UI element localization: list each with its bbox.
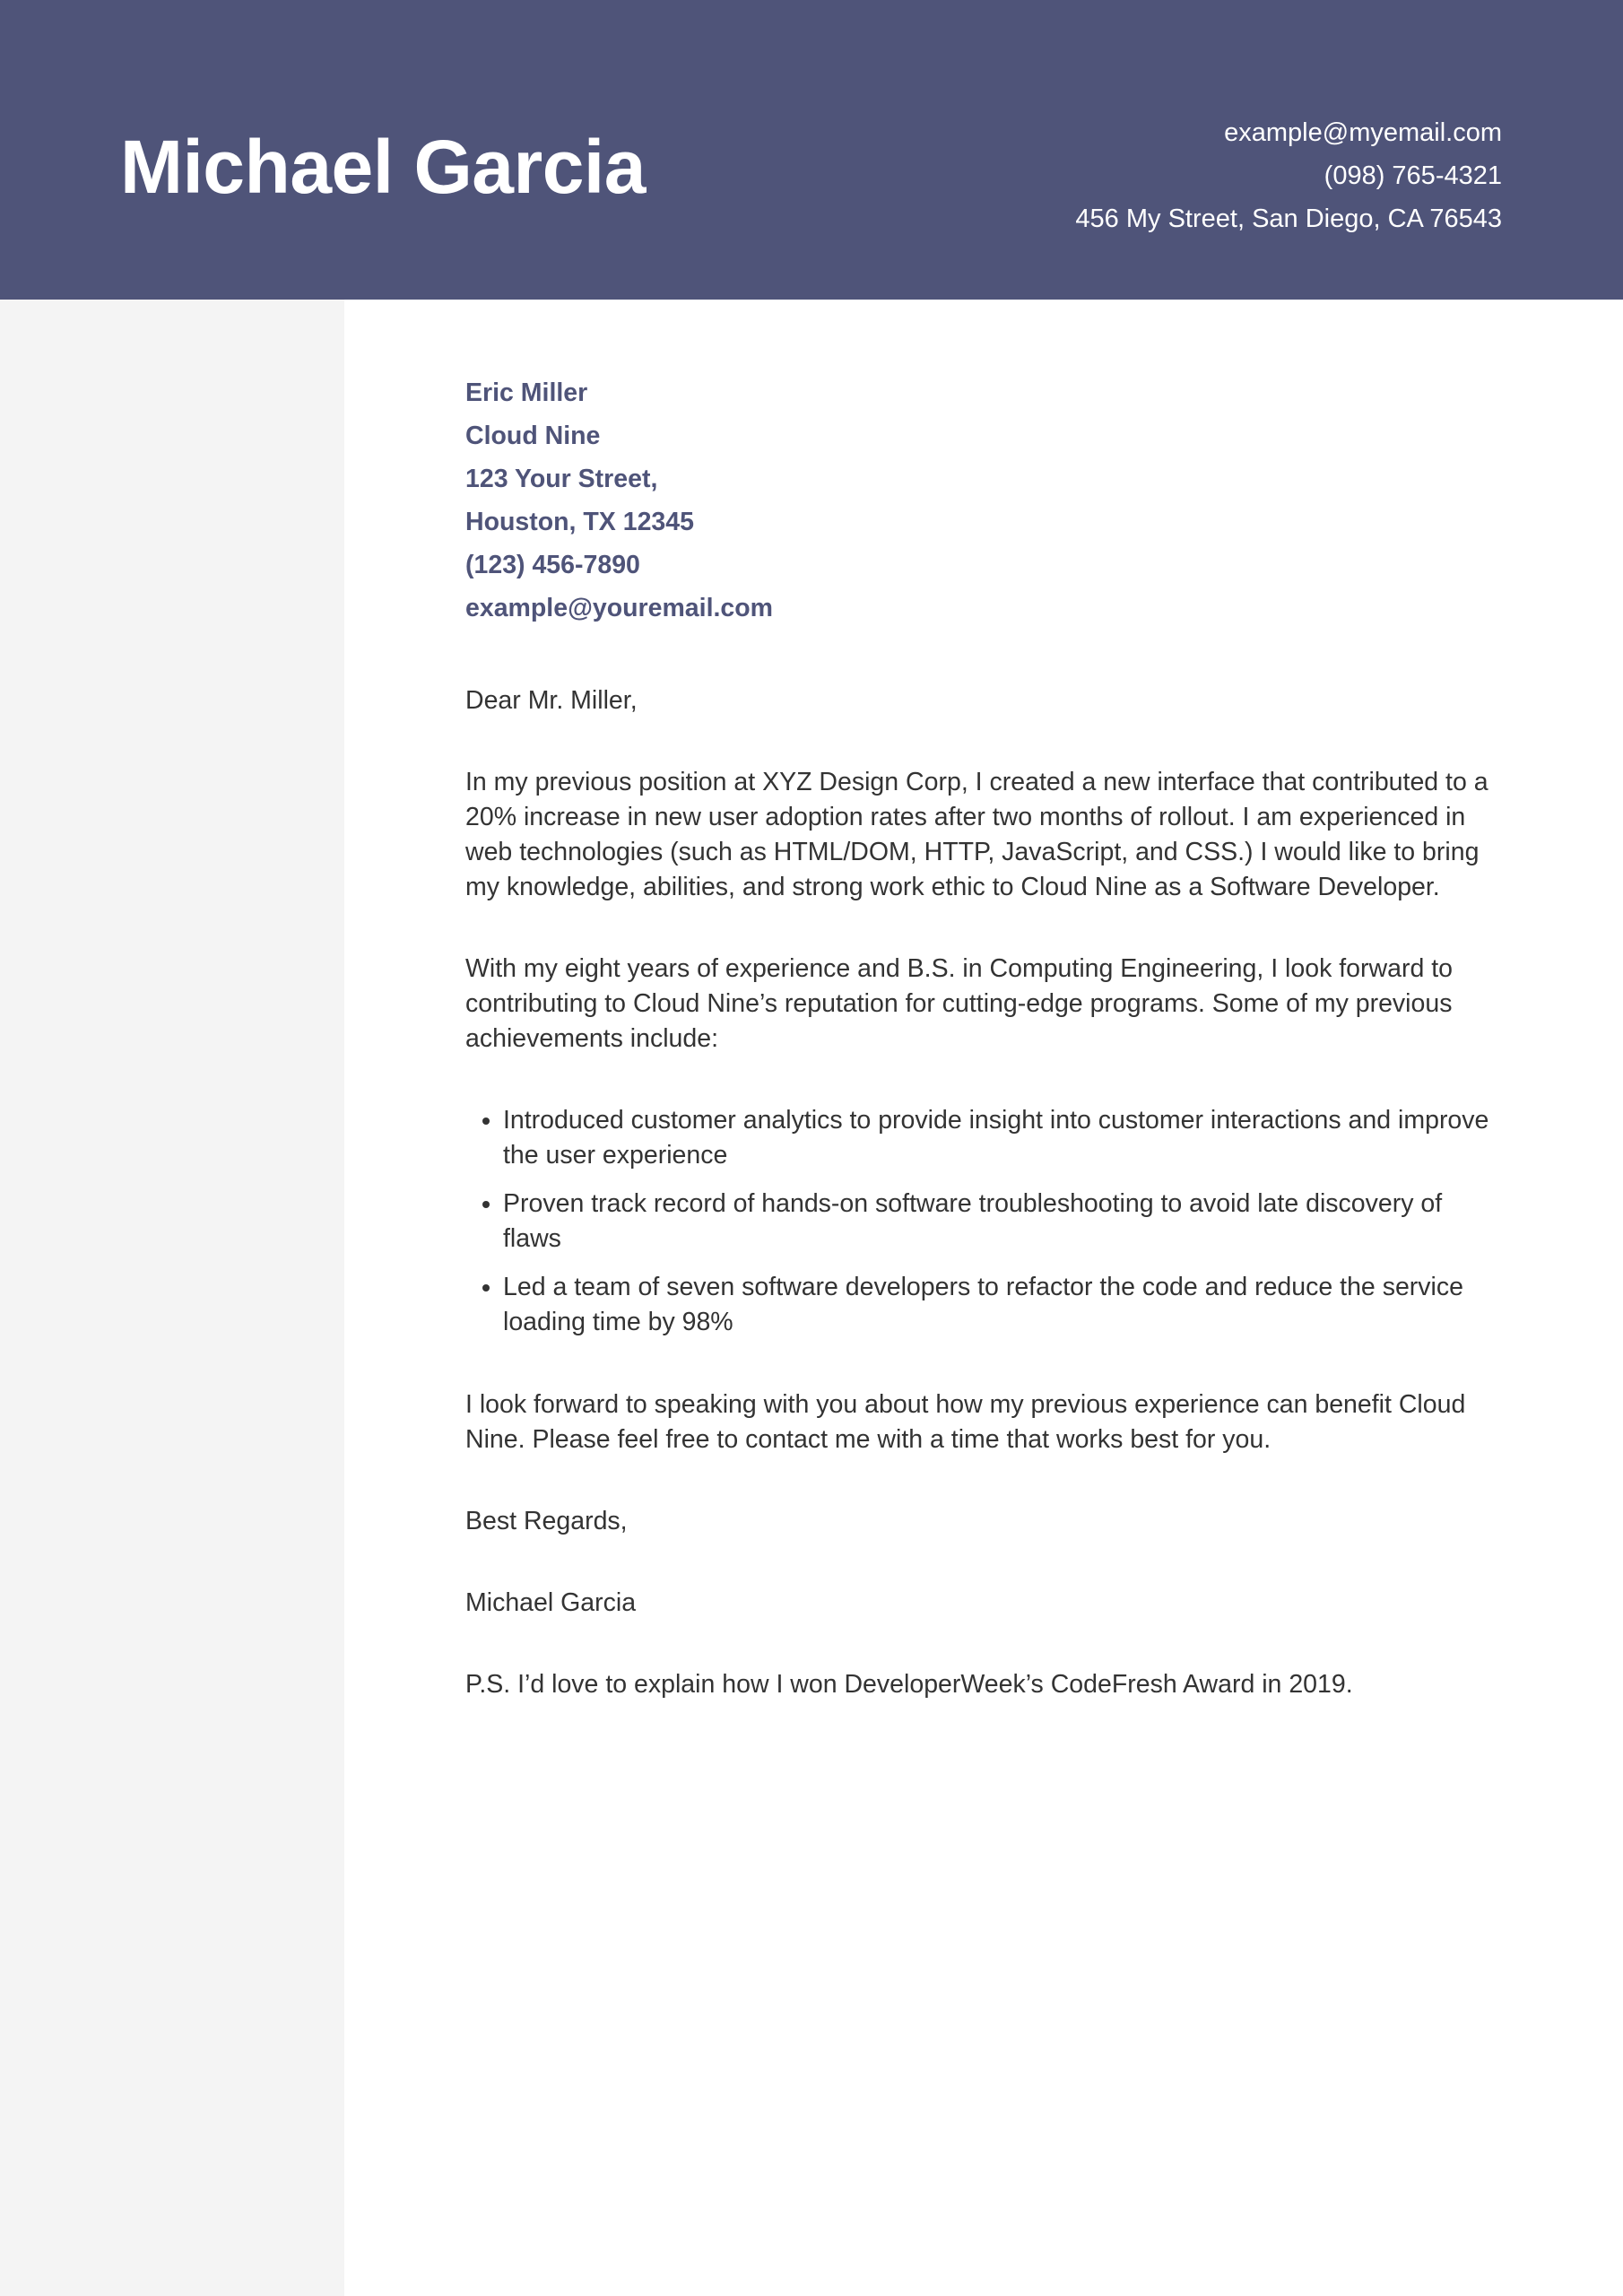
achievement-item: • Led a team of seven software developers to refactor the code and reduce the service loading time by 98% [503,1270,1497,1340]
sidebar-panel [0,300,344,2296]
applicant-contact [1075,111,1502,240]
applicant-phone: (098) 765-4321 [1324,161,1502,190]
recipient-name: Eric Miller [465,378,588,407]
letter-body [465,371,1497,1702]
paragraph-closing: I look forward to speaking with you about how my previous experience can benefit Cloud Nine. Please feel free to contact me with a time that works best for you. [465,1390,1466,1454]
recipient-email: example@youremail.com [465,594,774,622]
signature-name: Michael Garcia [465,1588,637,1617]
header-banner [0,0,1623,300]
applicant-name: Michael Garcia [120,125,646,209]
paragraph-intro: In my previous position at XYZ Design Corp, I created a new interface that contributed to a 20% increase in new user adoption rates after two months of rollout. I am experienced in web technologies (such as HTML/DOM, HTTP, JavaScript, and CSS.) I would like to bring my knowledge, abilities, and strong work ethic to Cloud Nine as a Software Developer. [465,768,1488,901]
recipient-company: Cloud Nine [465,422,601,450]
salutation: Dear Mr. Miller, [465,686,638,715]
paragraph-experience: With my eight years of experience and B.S. in Computing Engineering, I look forward to contributing to Cloud Nine’s reputation for cutting-edge programs. Some of my previous achievements include: [465,954,1453,1053]
recipient-city: Houston, TX 12345 [465,508,694,536]
applicant-address: 456 My Street, San Diego, CA 76543 [1075,204,1502,233]
achievement-item: • Proven track record of hands-on software troubleshooting to avoid late discovery of flaws [503,1187,1497,1257]
postscript: P.S. I’d love to explain how I won DeveloperWeek’s CodeFresh Award in 2019. [465,1670,1353,1699]
achievements-list [465,1103,1497,1340]
recipient-street: 123 Your Street, [465,465,658,493]
closing-phrase: Best Regards, [465,1507,628,1535]
applicant-email: example@myemail.com [1224,118,1502,147]
recipient-block [465,371,1497,630]
recipient-phone: (123) 456-7890 [465,551,640,579]
achievement-item: • Introduced customer analytics to provide insight into customer interactions and improve the user experience [503,1103,1497,1173]
